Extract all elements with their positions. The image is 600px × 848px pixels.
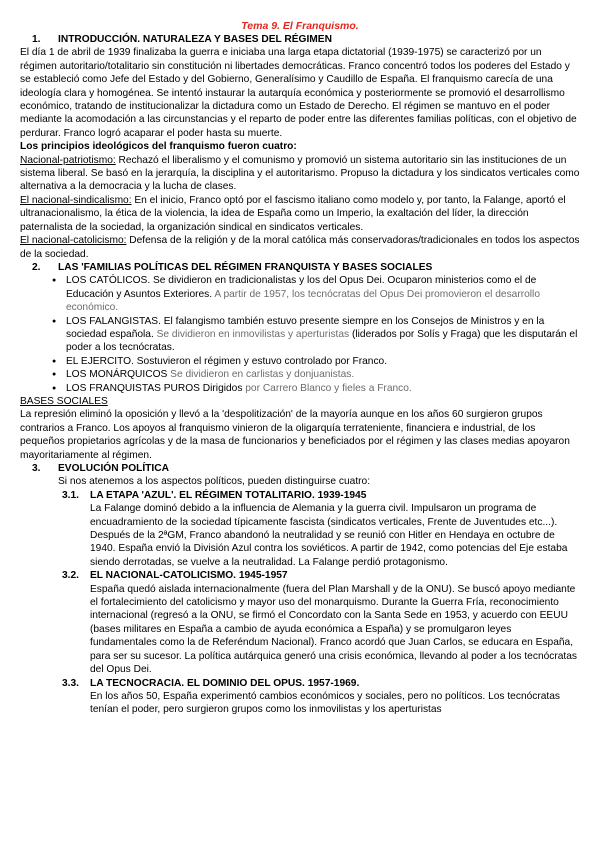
item-text: EL EJERCITO. Sostuvieron el régimen y estuvo controlado por Franco. (66, 355, 388, 367)
subsection-title: LA ETAPA 'AZUL'. EL RÉGIMEN TOTALITARIO. 1939-1945 (90, 489, 367, 501)
item-text: (liderados por Solís y Fraga) que les disputarán el poder a los tecnócratas. (66, 328, 578, 354)
principle-term: El nacional-sindicalismo: (20, 194, 132, 206)
subsection-paragraph: España quedó aislada internacionalmente (fuera del Plan Marshall y de la ONU). Se buscó apoyo mediante el fortalecimiento del catolicismo y mayor uso del monarquismo. Durante la Guerra Fría, reconocimiento internacional (regresó a la ONU, se firmó el Concordato con la Santa Sede en 1953, y acuerdo con EEUU (bases militares en España a cambio de ayuda económica a España) y se promulgaron leyes fundamentales como la de Referéndum Nacional). Franco acordó que Juan Carlos, se educara en España, para ser su sucesor. La política autárquica generó una crisis económica, llevando al poder a los tecnócratas del Opus Dei. (90, 583, 578, 676)
item-note: por Carrero Blanco y fieles a Franco. (242, 382, 412, 394)
principle-item (20, 154, 580, 194)
list-item (66, 355, 580, 368)
section-number: 1. (32, 34, 41, 45)
item-text: LOS FALANGISTAS. El falangismo también estuvo presente siempre en los Consejos de Ministros y en la sociedad española. (66, 315, 545, 340)
subsection-3-2-heading (20, 569, 580, 582)
section-3-heading (20, 462, 580, 475)
section-number: 2. (32, 261, 41, 273)
principle-text: En el inicio, Franco optó por el fascismo italiano como modelo y, por tanto, la Falange, aportó el ultranacionalismo, la ética de la violencia, la idea de España como un Imperio, la exaltación del líder, la dirección paternalista de la sociedad, la organización sindical en sindicatos verticales. (20, 194, 566, 233)
political-families-list (20, 274, 580, 395)
section-1-heading (20, 33, 580, 46)
item-text: LOS FRANQUISTAS PUROS Dirigidos (66, 382, 243, 394)
subsection-title: EL NACIONAL-CATOLICISMO. 1945-1957 (90, 570, 288, 582)
subsection-paragraph: En los años 50, España experimentó cambios económicos y sociales, pero no políticos. Los tecnócratas tenían el poder, pero surgieron grupos como los inmovilistas y los aperturistas (90, 690, 561, 716)
principle-text: Defensa de la religión y de la moral católica más conservadoras/tradicionales en todos los aspectos de la sociedad. (20, 235, 580, 260)
list-item (66, 368, 580, 381)
subsection-3-3-heading (20, 677, 580, 690)
social-bases-heading: BASES SOCIALES (20, 395, 108, 407)
section-number: 3. (32, 463, 41, 474)
subsection-3-1-heading (20, 489, 580, 502)
subsection-number: 3.3. (62, 677, 79, 689)
section-2-heading (20, 261, 580, 274)
subsection-paragraph: La Falange dominó debido a la influencia de Alemania y la guerra civil. Impulsaron un programa de encuadramiento de la sociedad típicamente fascista (sindicatos verticales, Frente de Juventudes etc...). Después de la 2ªGM, Franco abandonó la neutralidad y se reunió con Hitler en Hendaya en octubre de 1940. España envió la División Azul contra los soviéticos. A partir de 1942, como potencias del Eje estaba siendo derrotadas, se vuelve a la neutralidad. La Falange perdió protagonismo. (90, 503, 568, 568)
principle-text: Rechazó el liberalismo y el comunismo y promovió un sistema autoritario sin las instituciones de un sistema liberal. Se basó en la jerarquía, la disciplina y el autoritarismo. Propuso la dictadura y los sindicatos verticales como alternativa a la democracia y la lucha de clases. (20, 154, 580, 193)
section-title: LAS 'FAMILIAS POLÍTICAS DEL RÉGIMEN FRANQUISTA Y BASES SOCIALES (58, 261, 433, 273)
subsection-title: LA TECNOCRACIA. EL DOMINIO DEL OPUS. 1957-1969. (90, 677, 360, 689)
item-note: A partir de 1957, los tecnócratas del Opus Dei promovieron el desarrollo económico. (66, 288, 540, 314)
principle-term: El nacional-catolicismo: (20, 235, 127, 247)
principles-heading: Los principios ideológicos del franquismo fueron cuatro: (20, 141, 297, 153)
list-item (66, 382, 580, 395)
item-text: LOS MONÁRQUICOS (66, 369, 168, 381)
document-title: Tema 9. El Franquismo. (241, 20, 359, 32)
list-item (66, 274, 580, 314)
subsection-number: 3.2. (62, 570, 79, 582)
section-title: EVOLUCIÓN POLÍTICA (58, 463, 169, 474)
item-text: LOS CATÓLICOS. Se dividieron en tradicionalistas y los del Opus Dei. Ocuparon ministerios como el de Educación y Asuntos Exteriores. (66, 275, 537, 300)
principle-item (20, 234, 580, 261)
list-item (66, 315, 580, 355)
social-bases-paragraph: La represión eliminó la oposición y llevó a la 'despolitización' de la mayoría aunque en los años 60 surgieron grupos contrarios a Franco. Los apoyos al franquismo vinieron de la oligarquía terrateniente, financiera e industrial, de los pequeños propietarios agrícolas y de la masa de funcionarios y beneficiados por el régimen y las clases medias apoyaron mayoritariamente al régimen. (20, 409, 570, 461)
item-note: Se dividieron en inmovilistas y aperturistas (153, 328, 350, 340)
section-title: INTRODUCCIÓN. NATURALEZA Y BASES DEL RÉGIMEN (58, 34, 332, 45)
principle-item (20, 194, 580, 234)
evolution-intro: Si nos atenemos a los aspectos políticos, pueden distinguirse cuatro: (58, 476, 371, 488)
intro-paragraph: El día 1 de abril de 1939 finalizaba la guerra e iniciaba una larga etapa dictatorial (1939-1975) se caracterizó por un régimen autoritario/totalitario sin constitución ni libertades democráticas. Franco concentró todos los poderes del Estado y se estableció como Jefe del Estado y del Gobierno, Generalísimo y Caudillo de España. El franquismo carecía de una ideología clara y homogénea. Se intentó instaurar la autarquía económica y posteriormente se promovió el desarrollismo económico, tratando de institucionalizar la dictadura como un Estado de Derecho. El régimen se mantuvo en el poder mediante la acomodación a las circunstancias y el reparto de poder entre las diferentes familias políticas, con el objetivo de perdurar. Franco logró acaparar el poder hasta su muerte. (20, 47, 577, 139)
principle-term: Nacional-patriotismo: (20, 154, 116, 166)
subsection-number: 3.1. (62, 489, 79, 501)
item-note: Se dividieron en carlistas y donjuanistas. (167, 369, 355, 381)
